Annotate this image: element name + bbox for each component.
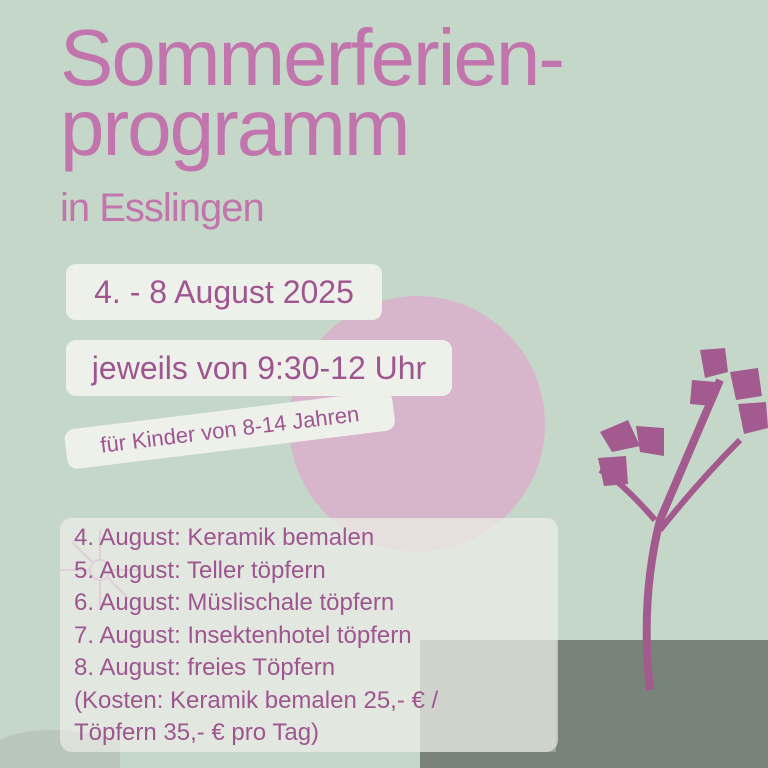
flower-decoration (598, 348, 768, 690)
schedule-item: 6. August: Müslischale töpfern (74, 589, 395, 616)
title-line-2: programm (60, 83, 409, 172)
schedule-item: 7. August: Insektenhotel töpfern (74, 621, 412, 649)
time-badge: jeweils von 9:30-12 Uhr (66, 340, 452, 396)
schedule-list (74, 522, 438, 750)
title-line-1: Sommerferien- (60, 13, 564, 102)
price-note: (Kosten: Keramik bemalen 25,- € / (74, 686, 439, 714)
subtitle: in Esslingen (60, 186, 264, 230)
price-note: Töpfern 35,- € pro Tag) (74, 719, 320, 746)
date-badge: 4. - 8 August 2025 (66, 264, 382, 320)
age-badge: für Kinder von 8-14 Jahren (64, 390, 396, 470)
schedule-item: 8. August: freies Töpfern (74, 654, 336, 681)
schedule-item: 5. August: Teller töpfern (74, 556, 326, 584)
schedule-item: 4. August: Keramik bemalen (74, 524, 375, 551)
